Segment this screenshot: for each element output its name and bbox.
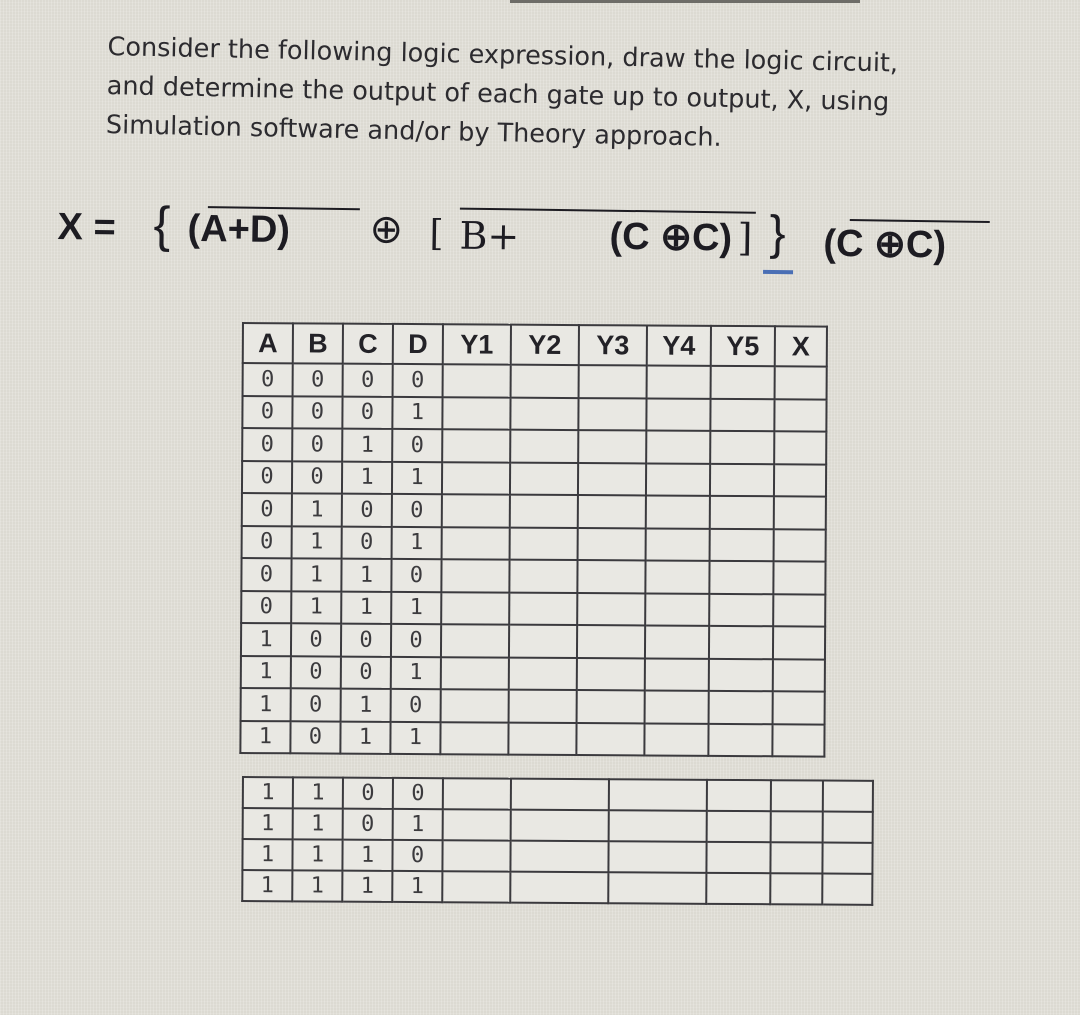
table-cell[interactable] [710,463,774,496]
equation-lhs: X = [57,205,116,249]
table-cell[interactable] [645,560,709,593]
table-cell: 1 [291,558,341,591]
table-cell: 1 [391,656,441,689]
table-row [241,623,825,659]
table-cell[interactable] [441,559,509,592]
table-cell[interactable] [646,398,710,431]
table-cell[interactable] [440,722,508,755]
logic-expression [57,198,1018,291]
header-y4: Y4 [647,325,711,365]
equation-term-c-xor-c: (C ⊕C) [609,215,733,260]
table-cell[interactable] [645,658,709,691]
table-cell: 0 [241,591,291,624]
table-cell[interactable] [773,659,825,692]
table-cell: 0 [241,558,291,591]
table-cell[interactable] [645,625,709,658]
table-cell: 1 [390,721,440,754]
table-cell: 0 [392,494,442,527]
table-cell: 0 [343,809,393,840]
table-cell[interactable] [710,431,774,464]
table-row [242,526,826,562]
table-cell[interactable] [509,657,577,690]
table-cell[interactable] [646,430,710,463]
header-c: C [343,324,393,364]
table-cell: 0 [391,689,441,722]
header-b: B [293,323,343,363]
truth-table-header-row [243,323,827,367]
text-cursor-mark [763,270,793,274]
table-cell[interactable] [709,593,773,626]
table-cell: 0 [292,396,342,429]
truth-table-continuation [241,776,874,906]
table-cell[interactable] [442,871,510,902]
table-row [243,808,873,843]
equation-term-c-xor-c-2: (C ⊕C) [823,222,947,267]
table-cell[interactable] [823,812,873,843]
table-cell[interactable] [646,528,710,561]
problem-statement [106,28,1028,164]
table-cell[interactable] [706,842,770,873]
table-cell[interactable] [646,463,710,496]
table-cell[interactable] [609,810,707,842]
table-cell[interactable] [578,495,646,528]
table-cell[interactable] [443,364,511,397]
table-row [242,839,872,874]
table-cell[interactable] [608,841,706,873]
table-cell[interactable] [645,690,709,723]
problem-line-2: and determine the output of each gate up to output, X, using [106,70,890,118]
table-cell[interactable] [577,690,645,723]
table-cell[interactable] [707,780,771,811]
table-cell: 1 [391,591,441,624]
table-cell[interactable] [510,841,608,873]
table-cell[interactable] [508,722,576,755]
table-cell: 0 [393,364,443,397]
table-cell[interactable] [773,594,825,627]
table-cell: 1 [292,870,342,901]
table-cell: 1 [341,591,391,624]
table-cell[interactable] [510,430,578,463]
table-cell: 0 [291,688,341,721]
truth-table [239,322,828,758]
table-row [240,720,824,756]
table-cell[interactable] [578,528,646,561]
table-cell: 0 [391,559,441,592]
table-cell[interactable] [510,462,578,495]
table-cell[interactable] [774,399,826,432]
header-y1: Y1 [443,324,511,364]
table-cell[interactable] [646,495,710,528]
header-d: D [393,324,443,364]
table-cell[interactable] [709,626,773,659]
table-row [241,688,825,724]
table-cell[interactable] [511,810,609,842]
table-cell[interactable] [442,840,510,871]
table-cell[interactable] [709,691,773,724]
window-edge [510,0,860,3]
table-cell: 1 [342,429,392,462]
table-cell[interactable] [609,779,707,811]
table-cell[interactable] [707,811,771,842]
table-row [242,396,826,432]
table-cell: 0 [242,526,292,559]
table-row [241,558,825,594]
table-cell: 1 [342,840,392,871]
table-row [242,428,826,464]
table-cell[interactable] [709,658,773,691]
table-cell[interactable] [771,811,823,842]
table-cell: 0 [341,656,391,689]
table-cell: 0 [293,363,343,396]
table-cell: 0 [291,623,341,656]
table-cell[interactable] [578,430,646,463]
equation-term-b-or: B+ [459,213,520,259]
table-cell[interactable] [576,723,644,756]
table-cell: 1 [340,721,390,754]
table-cell[interactable] [511,365,579,398]
table-cell[interactable] [608,872,706,904]
table-cell[interactable] [773,561,825,594]
table-cell[interactable] [647,365,711,398]
table-cell: 1 [292,493,342,526]
table-cell: 0 [291,656,341,689]
table-cell: 0 [393,778,443,809]
table-row [242,461,826,497]
problem-line-1: Consider the following logic expression, draw the logic circuit, [107,31,899,79]
table-cell[interactable] [775,366,827,399]
table-cell[interactable] [823,781,873,812]
table-cell[interactable] [822,874,872,905]
header-a: A [243,323,293,363]
header-x: X [775,326,827,366]
table-cell: 1 [392,526,442,559]
table-cell[interactable] [578,463,646,496]
table-row [243,363,827,399]
equation-term-a-or-d: (A+D) [187,207,291,252]
table-cell: 1 [242,870,292,901]
table-cell[interactable] [578,398,646,431]
table-cell: 1 [342,461,392,494]
table-cell[interactable] [509,690,577,723]
header-y5: Y5 [711,326,775,366]
equation-close-brace: } [769,206,786,261]
table-cell: 1 [243,808,293,839]
overline-b-term [460,208,756,214]
table-cell[interactable] [441,624,509,657]
table-cell: 0 [292,428,342,461]
table-cell[interactable] [442,429,510,462]
table-cell: 0 [392,840,442,871]
table-cell[interactable] [510,397,578,430]
table-cell[interactable] [774,496,826,529]
table-cell: 1 [293,808,343,839]
table-cell: 1 [342,871,392,902]
table-cell: 0 [392,429,442,462]
table-cell[interactable] [773,626,825,659]
equation-open-brace: { [153,196,171,253]
table-row [242,870,872,905]
equation-open-bracket: [ [429,213,444,255]
table-cell: 0 [242,396,292,429]
table-cell[interactable] [443,778,511,809]
table-cell: 1 [392,461,442,494]
xor-symbol: ⊕ [369,207,404,252]
table-cell: 0 [242,493,292,526]
table-row [243,777,873,812]
table-cell[interactable] [510,527,578,560]
table-cell[interactable] [709,561,773,594]
table-cell[interactable] [645,593,709,626]
header-y3: Y3 [579,325,647,365]
table-cell[interactable] [577,560,645,593]
table-cell[interactable] [509,592,577,625]
table-cell[interactable] [443,809,511,840]
table-row [241,655,825,691]
table-cell: 0 [391,624,441,657]
problem-line-3: Simulation software and/or by Theory approach. [105,109,722,153]
table-cell: 1 [242,839,292,870]
table-cell[interactable] [442,397,510,430]
table-cell[interactable] [509,625,577,658]
table-row [241,591,825,627]
table-cell: 1 [341,689,391,722]
table-cell[interactable] [441,657,509,690]
table-cell[interactable] [509,560,577,593]
table-cell[interactable] [577,625,645,658]
table-cell: 0 [342,494,392,527]
table-cell[interactable] [822,843,872,874]
table-cell[interactable] [510,872,608,904]
table-cell: 1 [292,839,342,870]
table-cell: 1 [392,871,442,902]
table-cell[interactable] [511,779,609,811]
table-cell: 1 [293,777,343,808]
table-cell: 0 [342,396,392,429]
truth-table-body [240,363,826,757]
table-cell[interactable] [579,365,647,398]
header-y2: Y2 [511,325,579,365]
truth-table-continuation-body [242,777,873,905]
table-cell[interactable] [774,464,826,497]
table-cell[interactable] [711,366,775,399]
table-cell[interactable] [441,592,509,625]
table-cell[interactable] [710,496,774,529]
table-cell: 1 [241,623,291,656]
table-cell[interactable] [442,527,510,560]
table-cell[interactable] [710,528,774,561]
table-cell: 1 [341,559,391,592]
table-cell[interactable] [577,593,645,626]
table-cell: 0 [243,363,293,396]
table-cell[interactable] [770,842,822,873]
equation-close-bracket: ] [737,215,753,260]
table-cell[interactable] [773,691,825,724]
table-cell[interactable] [510,495,578,528]
table-cell: 1 [240,720,290,753]
table-cell[interactable] [577,658,645,691]
table-cell: 1 [291,591,341,624]
table-cell[interactable] [710,398,774,431]
table-cell[interactable] [772,724,824,757]
table-cell: 1 [243,777,293,808]
table-cell: 0 [242,428,292,461]
table-cell[interactable] [774,529,826,562]
table-cell[interactable] [770,873,822,904]
table-row [242,493,826,529]
table-cell: 0 [343,364,393,397]
table-cell: 0 [341,624,391,657]
table-cell: 1 [292,526,342,559]
table-cell: 1 [241,655,291,688]
table-cell: 0 [290,721,340,754]
table-cell[interactable] [644,723,708,756]
table-cell[interactable] [774,431,826,464]
table-cell[interactable] [442,494,510,527]
table-cell[interactable] [706,873,770,904]
table-cell: 1 [393,809,443,840]
table-cell: 0 [343,778,393,809]
table-cell[interactable] [771,780,823,811]
table-cell[interactable] [708,723,772,756]
table-cell: 0 [342,526,392,559]
table-cell[interactable] [442,462,510,495]
table-cell: 0 [242,461,292,494]
table-cell: 1 [392,396,442,429]
table-cell[interactable] [441,689,509,722]
table-cell: 0 [292,461,342,494]
table-cell: 1 [241,688,291,721]
